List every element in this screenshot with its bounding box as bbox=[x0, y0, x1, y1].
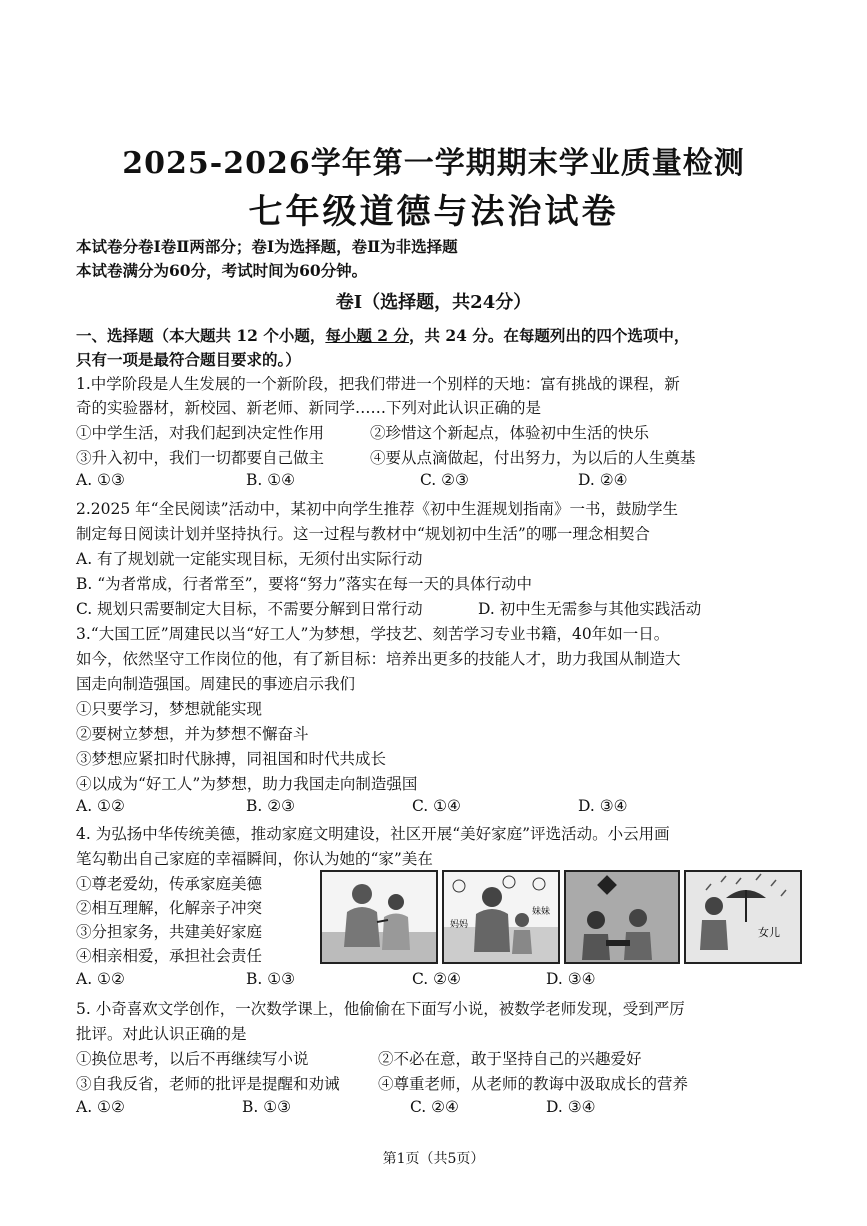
q2-option-a[interactable]: A. 有了规划就一定能实现目标，无须付出实际行动 bbox=[76, 550, 423, 568]
q3-statement-3: ③梦想应紧扣时代脉搏，同祖国和时代共成长 bbox=[76, 750, 387, 768]
q5-stem-line1: 5. 小奇喜欢文学创作，一次数学课上，他偷偷在下面写小说，被数学老师发现，受到严厉 bbox=[76, 1000, 685, 1018]
q4-picture-2 bbox=[442, 870, 560, 964]
q3-option-a[interactable]: A. ①② bbox=[76, 797, 125, 815]
q5-statement-3: ③自我反省，老师的批评是提醒和劝诫 bbox=[76, 1075, 340, 1093]
q5-statement-2: ②不必在意，敢于坚持自己的兴趣爱好 bbox=[378, 1050, 642, 1068]
umbrella-rain-illustration bbox=[686, 872, 800, 962]
q3-stem-line1: 3.“大国工匠”周建民以当“好工人”为梦想，学技艺、刻苦学习专业书籍，40年如一日。 bbox=[76, 625, 670, 643]
q4-statement-1: ①尊老爱幼，传承家庭美德 bbox=[76, 875, 263, 893]
q4-stem-line2: 笔勾勒出自己家庭的幸福瞬间，你认为她的“家”美在 bbox=[76, 850, 433, 868]
q5-option-a[interactable]: A. ①② bbox=[76, 1098, 125, 1116]
q3-option-d[interactable]: D. ③④ bbox=[578, 797, 628, 815]
q1-statement-4: ④要从点滴做起，付出努力，为以后的人生奠基 bbox=[370, 449, 696, 467]
exam-note-2: 本试卷满分为60分，考试时间为60分钟。 bbox=[76, 261, 368, 280]
q4-picture-4 bbox=[684, 870, 802, 964]
q4-statement-4: ④相亲相爱，承担社会责任 bbox=[76, 947, 263, 965]
section-title: 卷Ⅰ（选择题，共24分） bbox=[335, 292, 532, 313]
q4-option-b[interactable]: B. ①③ bbox=[246, 970, 296, 988]
elder-care-illustration bbox=[322, 872, 436, 962]
section-instruction-line1: 一、选择题（本大题共 12 个小题，每小题 2 分，共 24 分。在每题列出的四个选项中， bbox=[76, 326, 690, 345]
q3-option-b[interactable]: B. ②③ bbox=[246, 797, 296, 815]
q1-statement-2: ②珍惜这个新起点，体验初中生活的快乐 bbox=[370, 424, 650, 442]
sister-label: 妹妹 bbox=[532, 907, 551, 917]
exam-title-line2: 七年级道德与法治试卷 bbox=[248, 192, 619, 232]
q3-option-c[interactable]: C. ①④ bbox=[412, 797, 461, 815]
q2-option-c[interactable]: C. 规划只需要制定大目标，不需要分解到日常行动 bbox=[76, 600, 423, 618]
q1-option-b[interactable]: B. ①④ bbox=[246, 471, 296, 489]
q1-option-a[interactable]: A. ①③ bbox=[76, 471, 125, 489]
q2-stem-line1: 2.2025 年“全民阅读”活动中，某初中向学生推荐《初中生涯规划指南》一书，鼓励学生 bbox=[76, 500, 679, 518]
q1-option-d[interactable]: D. ②④ bbox=[578, 471, 628, 489]
section-instruction-line2: 只有一项是最符合题目要求的。） bbox=[76, 350, 301, 369]
q4-picture-3 bbox=[564, 870, 680, 964]
mom-label: 妈妈 bbox=[450, 920, 469, 930]
q3-stem-line3: 国走向制造强国。周建民的事迹启示我们 bbox=[76, 675, 356, 693]
family-chores-illustration bbox=[444, 872, 558, 962]
q2-stem-line2: 制定每日阅读计划并坚持执行。这一过程与教材中“规划初中生活”的哪一理念相契合 bbox=[76, 525, 650, 543]
q4-option-d[interactable]: D. ③④ bbox=[546, 970, 596, 988]
q1-statement-1: ①中学生活，对我们起到决定性作用 bbox=[76, 424, 325, 442]
q4-option-a[interactable]: A. ①② bbox=[76, 970, 125, 988]
q3-statement-1: ①只要学习，梦想就能实现 bbox=[76, 700, 263, 718]
q1-stem-line1: 1.中学阶段是人生发展的一个新阶段，把我们带进一个别样的天地：富有挑战的课程，新 bbox=[76, 375, 680, 393]
q4-statement-2: ②相互理解，化解亲子冲突 bbox=[76, 899, 263, 917]
family-meal-illustration bbox=[566, 872, 678, 962]
q3-statement-4: ④以成为“好工人”为梦想，助力我国走向制造强国 bbox=[76, 775, 418, 793]
q3-stem-line2: 如今，依然坚守工作岗位的他，有了新目标：培养出更多的技能人才，助力我国从制造大 bbox=[76, 650, 681, 668]
exam-note-1: 本试卷分卷Ⅰ卷Ⅱ两部分；卷Ⅰ为选择题，卷Ⅱ为非选择题 bbox=[76, 237, 458, 256]
q4-stem-line1: 4. 为弘扬中华传统美德，推动家庭文明建设，社区开展“美好家庭”评选活动。小云用画 bbox=[76, 825, 670, 843]
q5-option-b[interactable]: B. ①③ bbox=[242, 1098, 292, 1116]
q3-statement-2: ②要树立梦想，并为梦想不懈奋斗 bbox=[76, 725, 309, 743]
q2-option-b[interactable]: B. “为者常成，行者常至”，要将“努力”落实在每一天的具体行动中 bbox=[76, 575, 532, 593]
q5-statement-4: ④尊重老师，从老师的教诲中汲取成长的营养 bbox=[378, 1075, 689, 1093]
q4-option-c[interactable]: C. ②④ bbox=[412, 970, 461, 988]
q2-option-d[interactable]: D. 初中生无需参与其他实践活动 bbox=[478, 600, 702, 618]
q5-option-c[interactable]: C. ②④ bbox=[410, 1098, 459, 1116]
q4-statement-3: ③分担家务，共建美好家庭 bbox=[76, 923, 263, 941]
q5-stem-line2: 批评。对此认识正确的是 bbox=[76, 1025, 247, 1043]
daughter-label: 女儿 bbox=[758, 926, 780, 939]
q5-statement-1: ①换位思考，以后不再继续写小说 bbox=[76, 1050, 309, 1068]
q1-statement-3: ③升入初中，我们一切都要自己做主 bbox=[76, 449, 325, 467]
q4-picture-1 bbox=[320, 870, 438, 964]
q1-option-c[interactable]: C. ②③ bbox=[420, 471, 469, 489]
page-number: 第1页（共5页） bbox=[382, 1151, 485, 1167]
q4-illustrations bbox=[320, 870, 798, 960]
exam-title-line1: 2025-2026学年第一学期期末学业质量检测 bbox=[122, 146, 745, 181]
q5-option-d[interactable]: D. ③④ bbox=[546, 1098, 596, 1116]
q1-stem-line2: 奇的实验器材，新校园、新老师、新同学……下列对此认识正确的是 bbox=[76, 399, 542, 417]
